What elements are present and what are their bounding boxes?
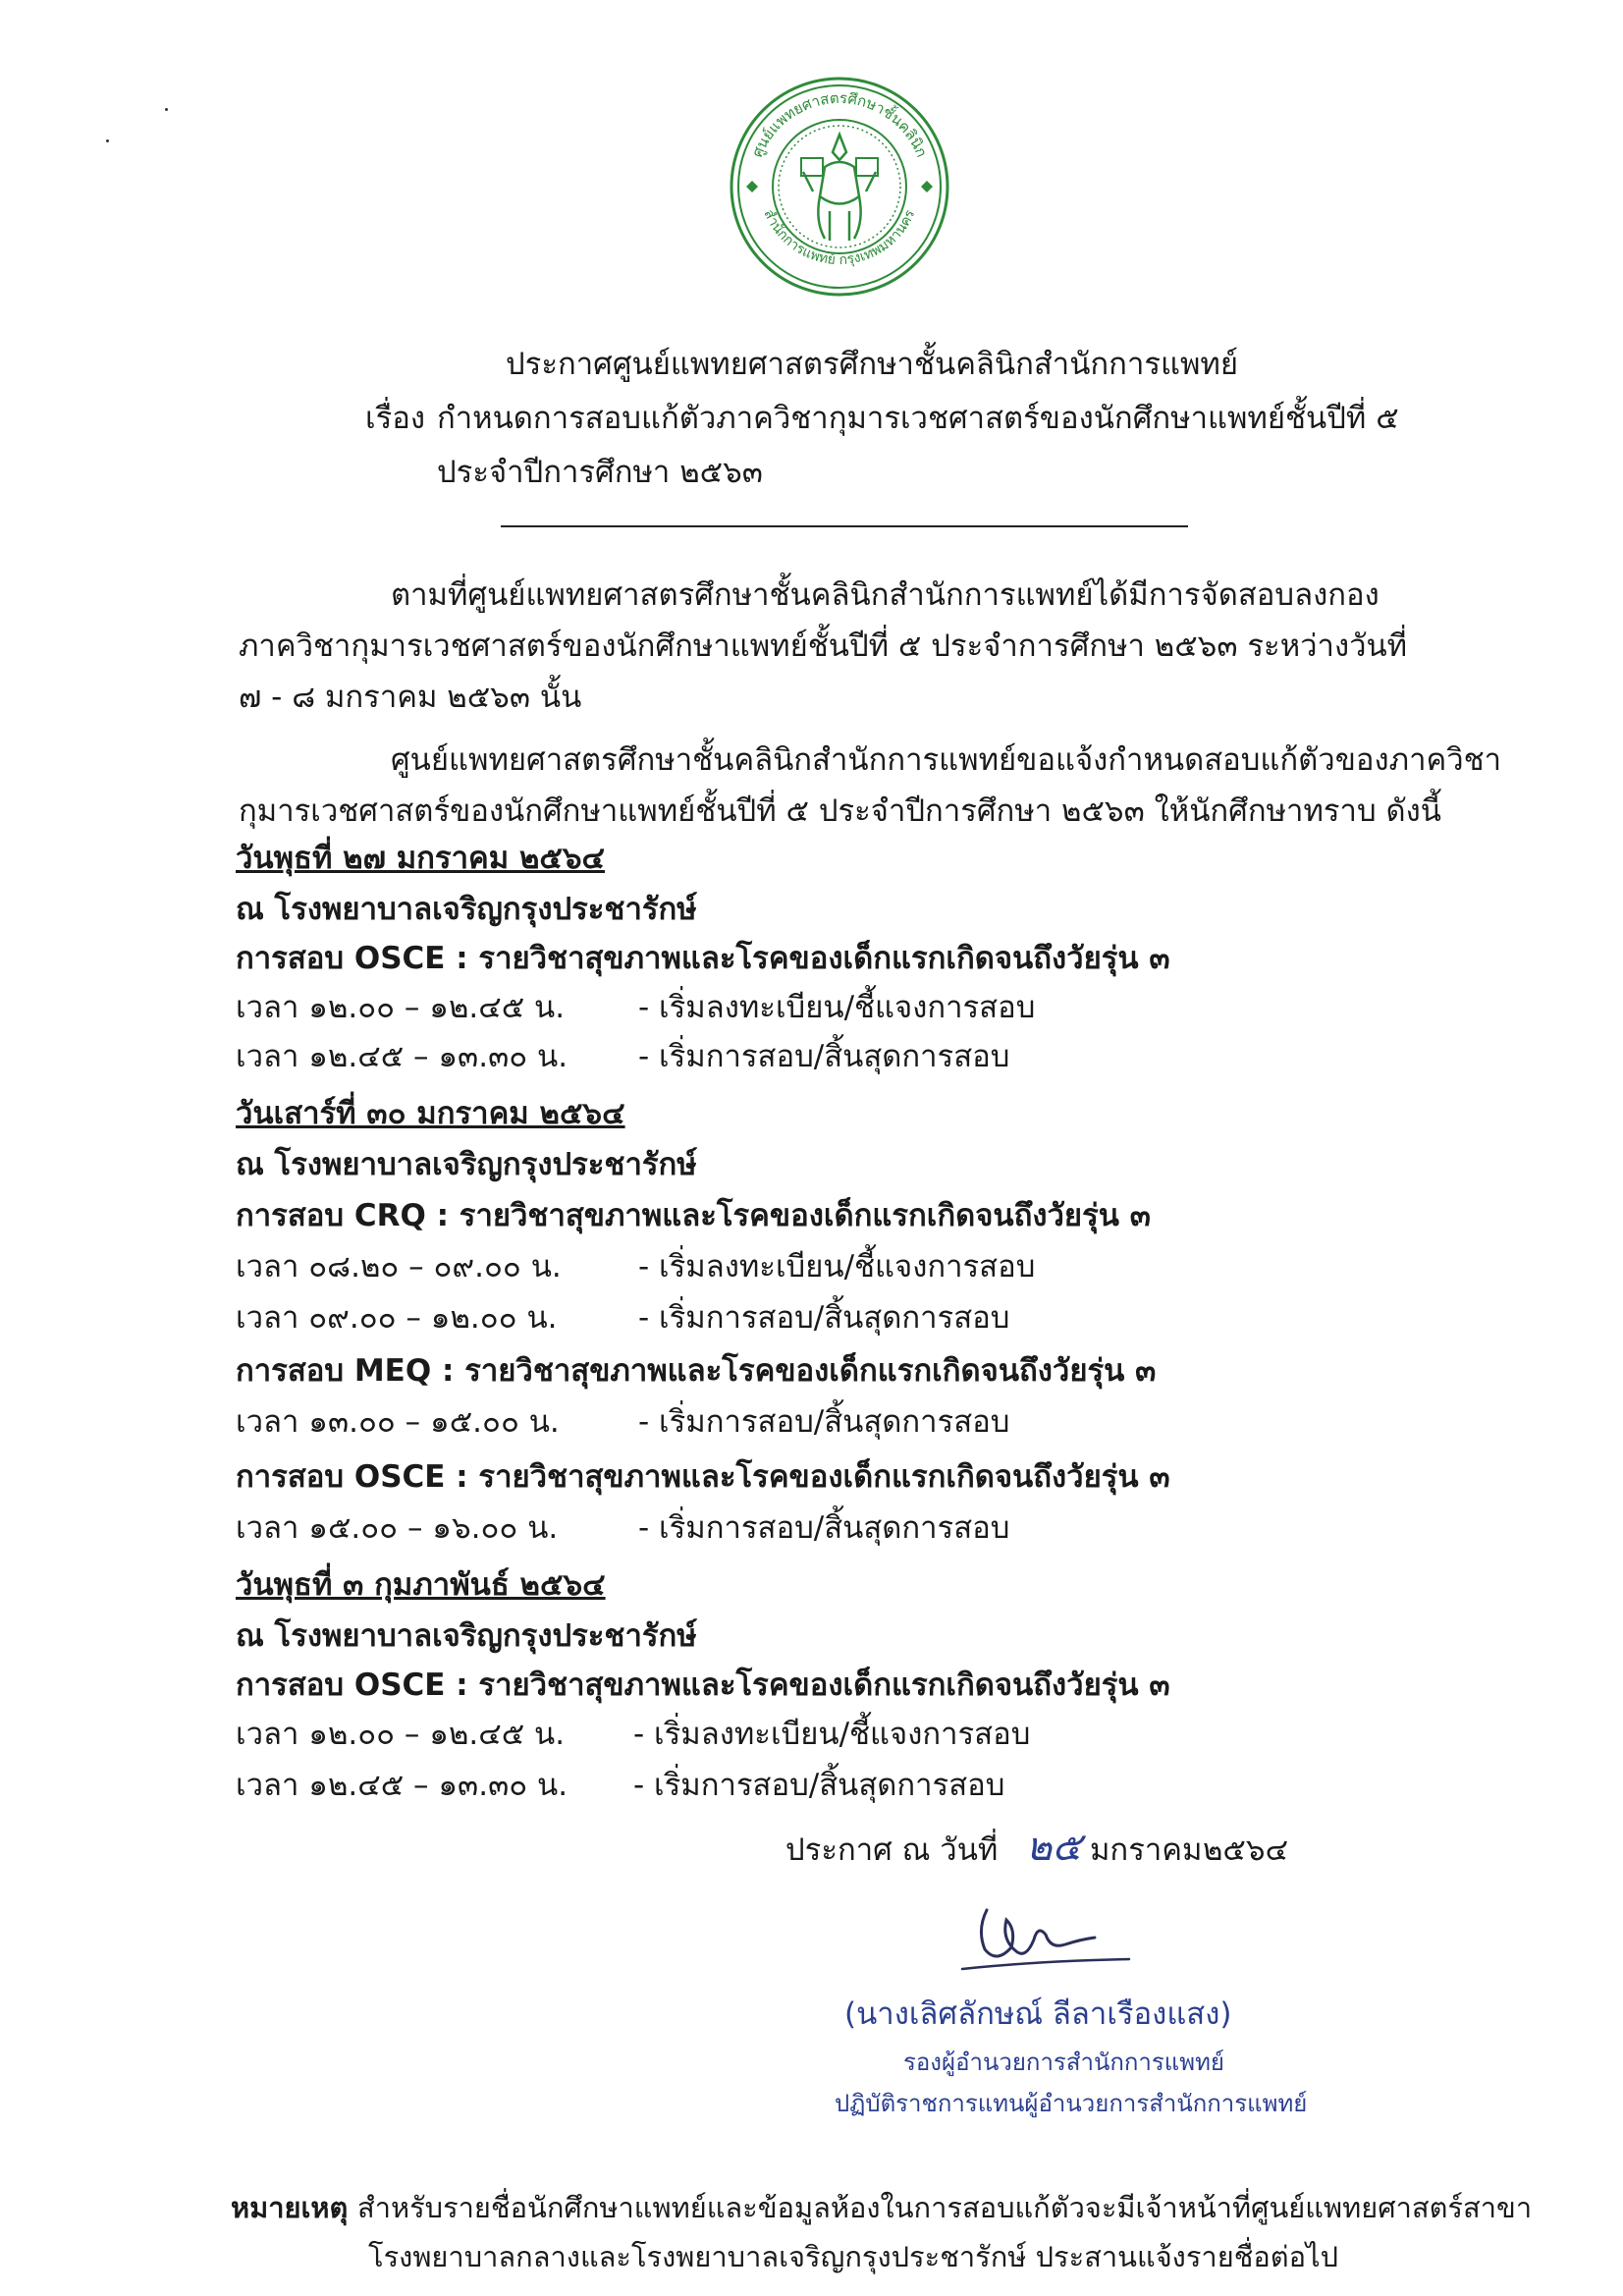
day2-time-4: เวลา ๑๕.๐๐ – ๑๖.๐๐ น. xyxy=(236,1510,559,1546)
announce-month: มกราคม xyxy=(1090,1832,1203,1868)
subject-text: กำหนดการสอบแก้ตัวภาควิชากุมารเวชศาสตร์ของนักศึกษาแพทย์ชั้นปีที่ ๕ xyxy=(437,401,1399,436)
subject-label: เรื่อง xyxy=(365,401,426,436)
day3-time-2: เวลา ๑๒.๔๕ – ๑๓.๓๐ น. xyxy=(236,1768,568,1803)
day2-exam-meq: การสอบ MEQ : รายวิชาสุขภาพและโรคของเด็กแรกเกิดจนถึงวัยรุ่น ๓ xyxy=(236,1353,1157,1389)
academic-year: ประจำปีการศึกษา ๒๕๖๓ xyxy=(437,455,763,490)
bma-medical-seal-logo xyxy=(727,74,952,300)
scan-speck xyxy=(106,139,109,142)
day2-date: วันเสาร์ที่ ๓๐ มกราคม ๒๕๖๔ xyxy=(236,1096,625,1131)
intro-paragraph-2-line-1: ศูนย์แพทยศาสตรศึกษาชั้นคลินิกสำนักการแพทย์ขอแจ้งกำหนดสอบแก้ตัวของภาควิชา xyxy=(391,742,1502,778)
day3-time-1: เวลา ๑๒.๐๐ – ๑๒.๔๕ น. xyxy=(236,1717,566,1752)
day2-time-1: เวลา ๐๘.๒๐ – ๐๙.๐๐ น. xyxy=(236,1249,562,1285)
scan-speck xyxy=(165,108,168,111)
day2-exam-osce: การสอบ OSCE : รายวิชาสุขภาพและโรคของเด็กแรกเกิดจนถึงวัยรุ่น ๓ xyxy=(236,1459,1170,1495)
day1-exam: การสอบ OSCE : รายวิชาสุขภาพและโรคของเด็กแรกเกิดจนถึงวัยรุ่น ๓ xyxy=(236,941,1170,976)
handwritten-signature xyxy=(957,1890,1134,1979)
signatory-name: (นางเลิศลักษณ์ ลีลาเรืองแสง) xyxy=(844,1996,1232,2032)
day2-desc-4: - เริ่มการสอบ/สิ้นสุดการสอบ xyxy=(638,1510,1010,1546)
day2-exam-crq: การสอบ CRQ : รายวิชาสุขภาพและโรคของเด็กแรกเกิดจนถึงวัยรุ่น ๓ xyxy=(236,1198,1151,1233)
day3-exam: การสอบ OSCE : รายวิชาสุขภาพและโรคของเด็กแรกเกิดจนถึงวัยรุ่น ๓ xyxy=(236,1667,1170,1703)
announce-prefix: ประกาศ ณ วันที่ xyxy=(785,1832,999,1868)
day1-time-2: เวลา ๑๒.๔๕ – ๑๓.๓๐ น. xyxy=(236,1039,568,1074)
day1-date: วันพุธที่ ๒๗ มกราคม ๒๕๖๔ xyxy=(236,841,605,876)
day3-desc-1: - เริ่มลงทะเบียน/ชี้แจงการสอบ xyxy=(633,1717,1031,1752)
day2-desc-1: - เริ่มลงทะเบียน/ชี้แจงการสอบ xyxy=(638,1249,1036,1285)
day3-desc-2: - เริ่มการสอบ/สิ้นสุดการสอบ xyxy=(633,1768,1005,1803)
day1-venue: ณ โรงพยาบาลเจริญกรุงประชารักษ์ xyxy=(236,892,697,927)
day3-date: วันพุธที่ ๓ กุมภาพันธ์ ๒๕๖๔ xyxy=(236,1567,606,1603)
day2-time-3: เวลา ๑๓.๐๐ – ๑๕.๐๐ น. xyxy=(236,1404,560,1440)
day1-desc-2: - เริ่มการสอบ/สิ้นสุดการสอบ xyxy=(638,1039,1010,1074)
seal-bottom-text: สำนักการแพทย์ กรุงเทพมหานคร xyxy=(760,207,919,269)
announcement-title: ประกาศศูนย์แพทยศาสตรศึกษาชั้นคลินิกสำนักการแพทย์ xyxy=(506,347,1239,382)
day2-desc-2: - เริ่มการสอบ/สิ้นสุดการสอบ xyxy=(638,1300,1010,1336)
intro-paragraph-1-line-2: ภาควิชากุมารเวชศาสตร์ของนักศึกษาแพทย์ชั้นปีที่ ๕ ประจำการศึกษา ๒๕๖๓ ระหว่างวันที่ xyxy=(239,629,1408,664)
announce-year: ๒๕๖๔ xyxy=(1203,1832,1289,1868)
day2-venue: ณ โรงพยาบาลเจริญกรุงประชารักษ์ xyxy=(236,1147,697,1182)
intro-paragraph-1-line-1: ตามที่ศูนย์แพทยศาสตรศึกษาชั้นคลินิกสำนักการแพทย์ได้มีการจัดสอบลงกอง xyxy=(391,577,1380,613)
note-line-2: โรงพยาบาลกลางและโรงพยาบาลเจริญกรุงประชารักษ์ ประสานแจ้งรายชื่อต่อไป xyxy=(368,2240,1339,2273)
svg-text:สำนักการแพทย์ กรุงเทพมหานคร xyxy=(760,207,918,268)
day1-time-1: เวลา ๑๒.๐๐ – ๑๒.๔๕ น. xyxy=(236,990,566,1025)
day1-desc-1: - เริ่มลงทะเบียน/ชี้แจงการสอบ xyxy=(638,990,1036,1025)
announce-day-handwritten: ๒๕ xyxy=(1026,1825,1082,1870)
day3-venue: ณ โรงพยาบาลเจริญกรุงประชารักษ์ xyxy=(236,1618,697,1654)
signatory-position-1: รองผู้อำนวยการสำนักการแพทย์ xyxy=(903,2049,1224,2076)
note-label: หมายเหตุ xyxy=(231,2191,349,2224)
intro-paragraph-1-line-3: ๗ - ๘ มกราคม ๒๕๖๓ นั้น xyxy=(239,680,582,715)
seal-top-text: ศูนย์แพทยศาสตรศึกษาชั้นคลินิก xyxy=(748,88,931,160)
day2-time-2: เวลา ๐๙.๐๐ – ๑๒.๐๐ น. xyxy=(236,1300,558,1336)
day2-desc-3: - เริ่มการสอบ/สิ้นสุดการสอบ xyxy=(638,1404,1010,1440)
signatory-position-2: ปฏิบัติราชการแทนผู้อำนวยการสำนักการแพทย์ xyxy=(835,2090,1308,2117)
header-divider xyxy=(501,525,1188,527)
intro-paragraph-2-line-2: กุมารเวชศาสตร์ของนักศึกษาแพทย์ชั้นปีที่ ๕ ประจำปีการศึกษา ๒๕๖๓ ให้นักศึกษาทราบ ดังนี้ xyxy=(239,793,1441,829)
note-line-1: : สำหรับรายชื่อนักศึกษาแพทย์และข้อมูลห้องในการสอบแก้ตัวจะมีเจ้าหน้าที่ศูนย์แพทยศาสตร์สาขา xyxy=(339,2191,1533,2224)
